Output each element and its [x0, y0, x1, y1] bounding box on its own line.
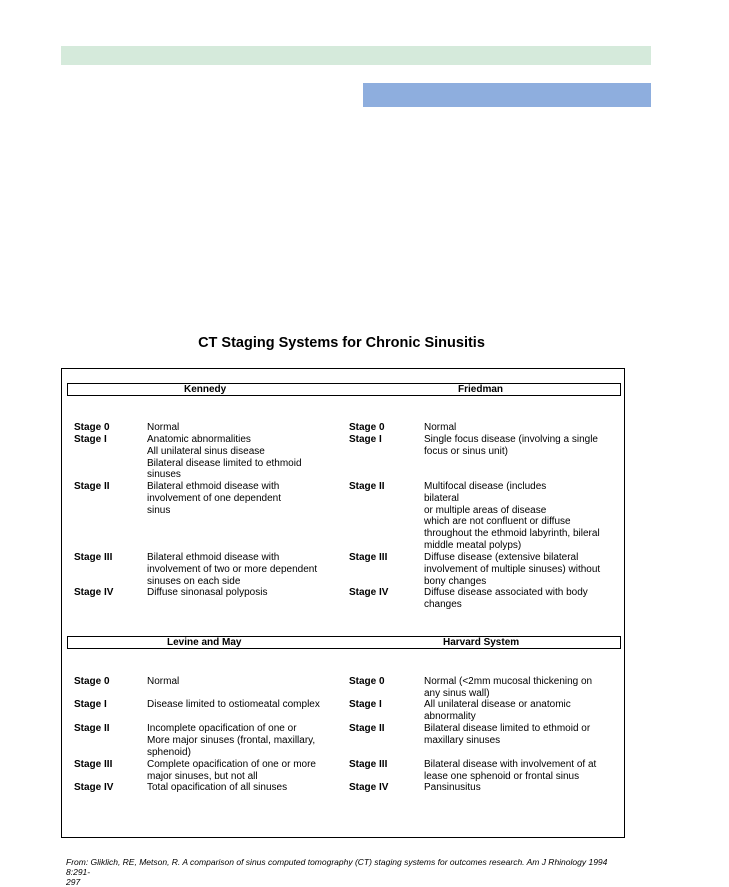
levine-stage-1-desc: Disease limited to ostiomeatal complex: [147, 699, 320, 710]
friedman-stage-2-desc: Multifocal disease (includes bilateral or multiple areas of disease which are not confluent or diffuse throughout the ethmoid labyrinth, bileral middle meatal polyps): [424, 481, 600, 551]
friedman-stage-0-desc: Normal: [424, 422, 457, 433]
friedman-stage-4-desc: Diffuse disease associated with body changes: [424, 587, 588, 610]
kennedy-stage-3-desc: Bilateral ethmoid disease with involvement of two or more dependent sinuses on each side: [147, 552, 318, 587]
levine-stage-0-desc: Normal: [147, 676, 180, 687]
harvard-header: Harvard System: [443, 637, 520, 648]
harvard-stage-2-label: Stage II: [349, 723, 385, 734]
harvard-stage-0-label: Stage 0: [349, 676, 385, 687]
harvard-stage-4-label: Stage IV: [349, 782, 389, 793]
friedman-stage-4-label: Stage IV: [349, 587, 389, 598]
levine-stage-4-label: Stage IV: [74, 782, 114, 793]
harvard-stage-2-desc: Bilateral disease limited to ethmoid or maxillary sinuses: [424, 723, 591, 746]
levine-stage-3-desc: Complete opacification of one or more major sinuses, but not all: [147, 759, 316, 782]
kennedy-stage-2-label: Stage II: [74, 481, 110, 492]
friedman-stage-2-label: Stage II: [349, 481, 385, 492]
kennedy-header: Kennedy: [184, 384, 227, 395]
source-footnote: From: Gliklich, RE, Metson, R. A comparison of sinus computed tomography (CT) staging systems for outcomes research. Am J Rhinology 1994 8:291- 297: [66, 857, 608, 887]
kennedy-stage-4-desc: Diffuse sinonasal polyposis: [147, 587, 268, 598]
section-header-2: [67, 636, 621, 649]
levine-stage-2-label: Stage II: [74, 723, 110, 734]
levine-stage-3-label: Stage III: [74, 759, 113, 770]
page-title: CT Staging Systems for Chronic Sinusitis: [198, 335, 485, 351]
friedman-header: Friedman: [458, 384, 504, 395]
harvard-stage-3-label: Stage III: [349, 759, 388, 770]
harvard-stage-1-desc: All unilateral disease or anatomic abnormality: [424, 699, 571, 722]
levine-stage-1-label: Stage I: [74, 699, 107, 710]
green-header-bar: [61, 46, 651, 65]
harvard-stage-4-desc: Pansinusitus: [424, 782, 481, 793]
friedman-stage-3-desc: Diffuse disease (extensive bilateral involvement of multiple sinuses) without bony changes: [424, 552, 601, 587]
blue-header-bar: [363, 83, 651, 107]
kennedy-stage-1-label: Stage I: [74, 434, 107, 445]
harvard-stage-0-desc: Normal (<2mm mucosal thickening on any sinus wall): [424, 676, 593, 699]
friedman-stage-0-label: Stage 0: [349, 422, 385, 433]
levine-stage-0-label: Stage 0: [74, 676, 110, 687]
levine-may-header: Levine and May: [167, 637, 242, 648]
friedman-stage-1-desc: Single focus disease (involving a single focus or sinus unit): [424, 434, 598, 457]
kennedy-stage-0-desc: Normal: [147, 422, 180, 433]
levine-stage-4-desc: Total opacification of all sinuses: [147, 782, 288, 793]
kennedy-stage-4-label: Stage IV: [74, 587, 114, 598]
friedman-stage-1-label: Stage I: [349, 434, 382, 445]
harvard-stage-1-label: Stage I: [349, 699, 382, 710]
levine-stage-2-desc: Incomplete opacification of one or More major sinuses (frontal, maxillary, sphenoid): [147, 723, 316, 758]
kennedy-stage-3-label: Stage III: [74, 552, 113, 563]
section-header-1: [67, 383, 621, 396]
kennedy-stage-0-label: Stage 0: [74, 422, 110, 433]
kennedy-stage-1-desc: Anatomic abnormalities All unilateral sinus disease Bilateral disease limited to ethmoid sinuses: [147, 434, 302, 481]
friedman-stage-3-label: Stage III: [349, 552, 388, 563]
kennedy-stage-2-desc: Bilateral ethmoid disease with involvement of one dependent sinus: [147, 481, 281, 516]
harvard-stage-3-desc: Bilateral disease with involvement of at lease one sphenoid or frontal sinus: [424, 759, 597, 782]
